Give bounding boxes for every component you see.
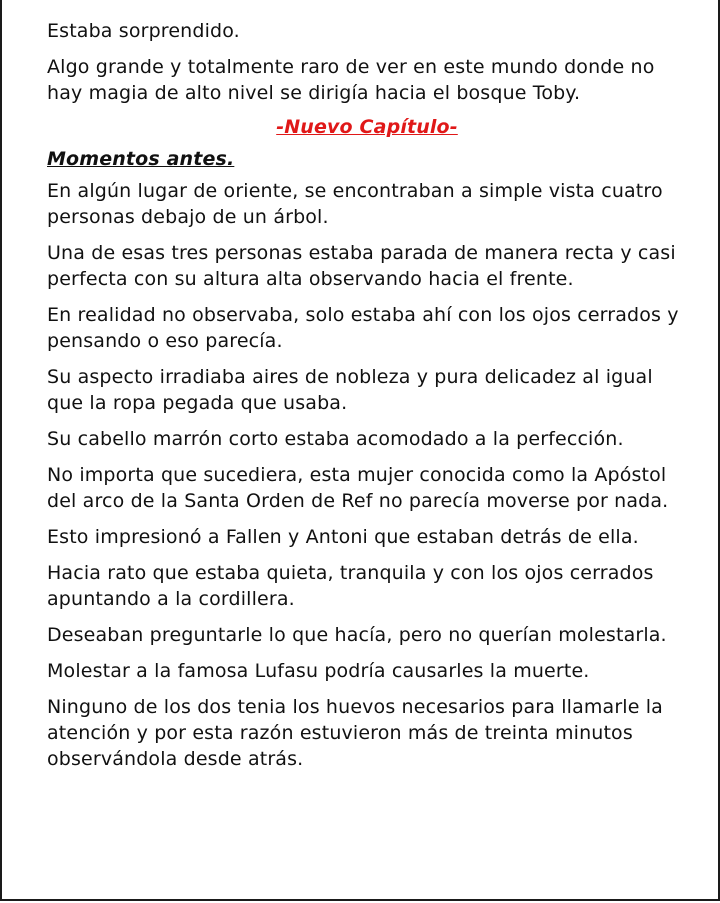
paragraph: Deseaban preguntarle lo que hacía, pero no querían molestarla. bbox=[47, 624, 667, 646]
paragraph: Ninguno de los dos tenia los huevos necesarios para llamarle la atención y por esta razón estuvieron más de treinta minutos observándola desde atrás. bbox=[47, 696, 663, 770]
paragraph: No importa que sucediera, esta mujer conocida como la Apóstol del arco de la Santa Orden de Ref no parecía moverse por nada. bbox=[47, 464, 669, 512]
paragraph: Su aspecto irradiaba aires de nobleza y pura delicadez al igual que la ropa pegada que usaba. bbox=[47, 366, 653, 414]
paragraph: Molestar a la famosa Lufasu podría causarles la muerte. bbox=[47, 660, 590, 682]
paragraph: Su cabello marrón corto estaba acomodado a la perfección. bbox=[47, 428, 624, 450]
paragraph: Esto impresionó a Fallen y Antoni que estaban detrás de ella. bbox=[47, 526, 639, 548]
paragraph: En realidad no observaba, solo estaba ahí con los ojos cerrados y pensando o eso parecía. bbox=[47, 304, 679, 352]
paragraph: Estaba sorprendido. bbox=[47, 20, 240, 42]
paragraph: Algo grande y totalmente raro de ver en este mundo donde no hay magia de alto nivel se dirigía hacia el bosque Toby. bbox=[47, 56, 655, 104]
section-heading: Momentos antes. bbox=[47, 148, 235, 170]
chapter-heading: -Nuevo Capítulo- bbox=[276, 116, 458, 138]
document-body bbox=[47, 18, 687, 782]
paragraph: En algún lugar de oriente, se encontraban a simple vista cuatro personas debajo de un árbol. bbox=[47, 180, 663, 228]
paragraph: Una de esas tres personas estaba parada de manera recta y casi perfecta con su altura alta observando hacia el frente. bbox=[47, 242, 676, 290]
paragraph: Hacia rato que estaba quieta, tranquila y con los ojos cerrados apuntando a la cordillera. bbox=[47, 562, 654, 610]
